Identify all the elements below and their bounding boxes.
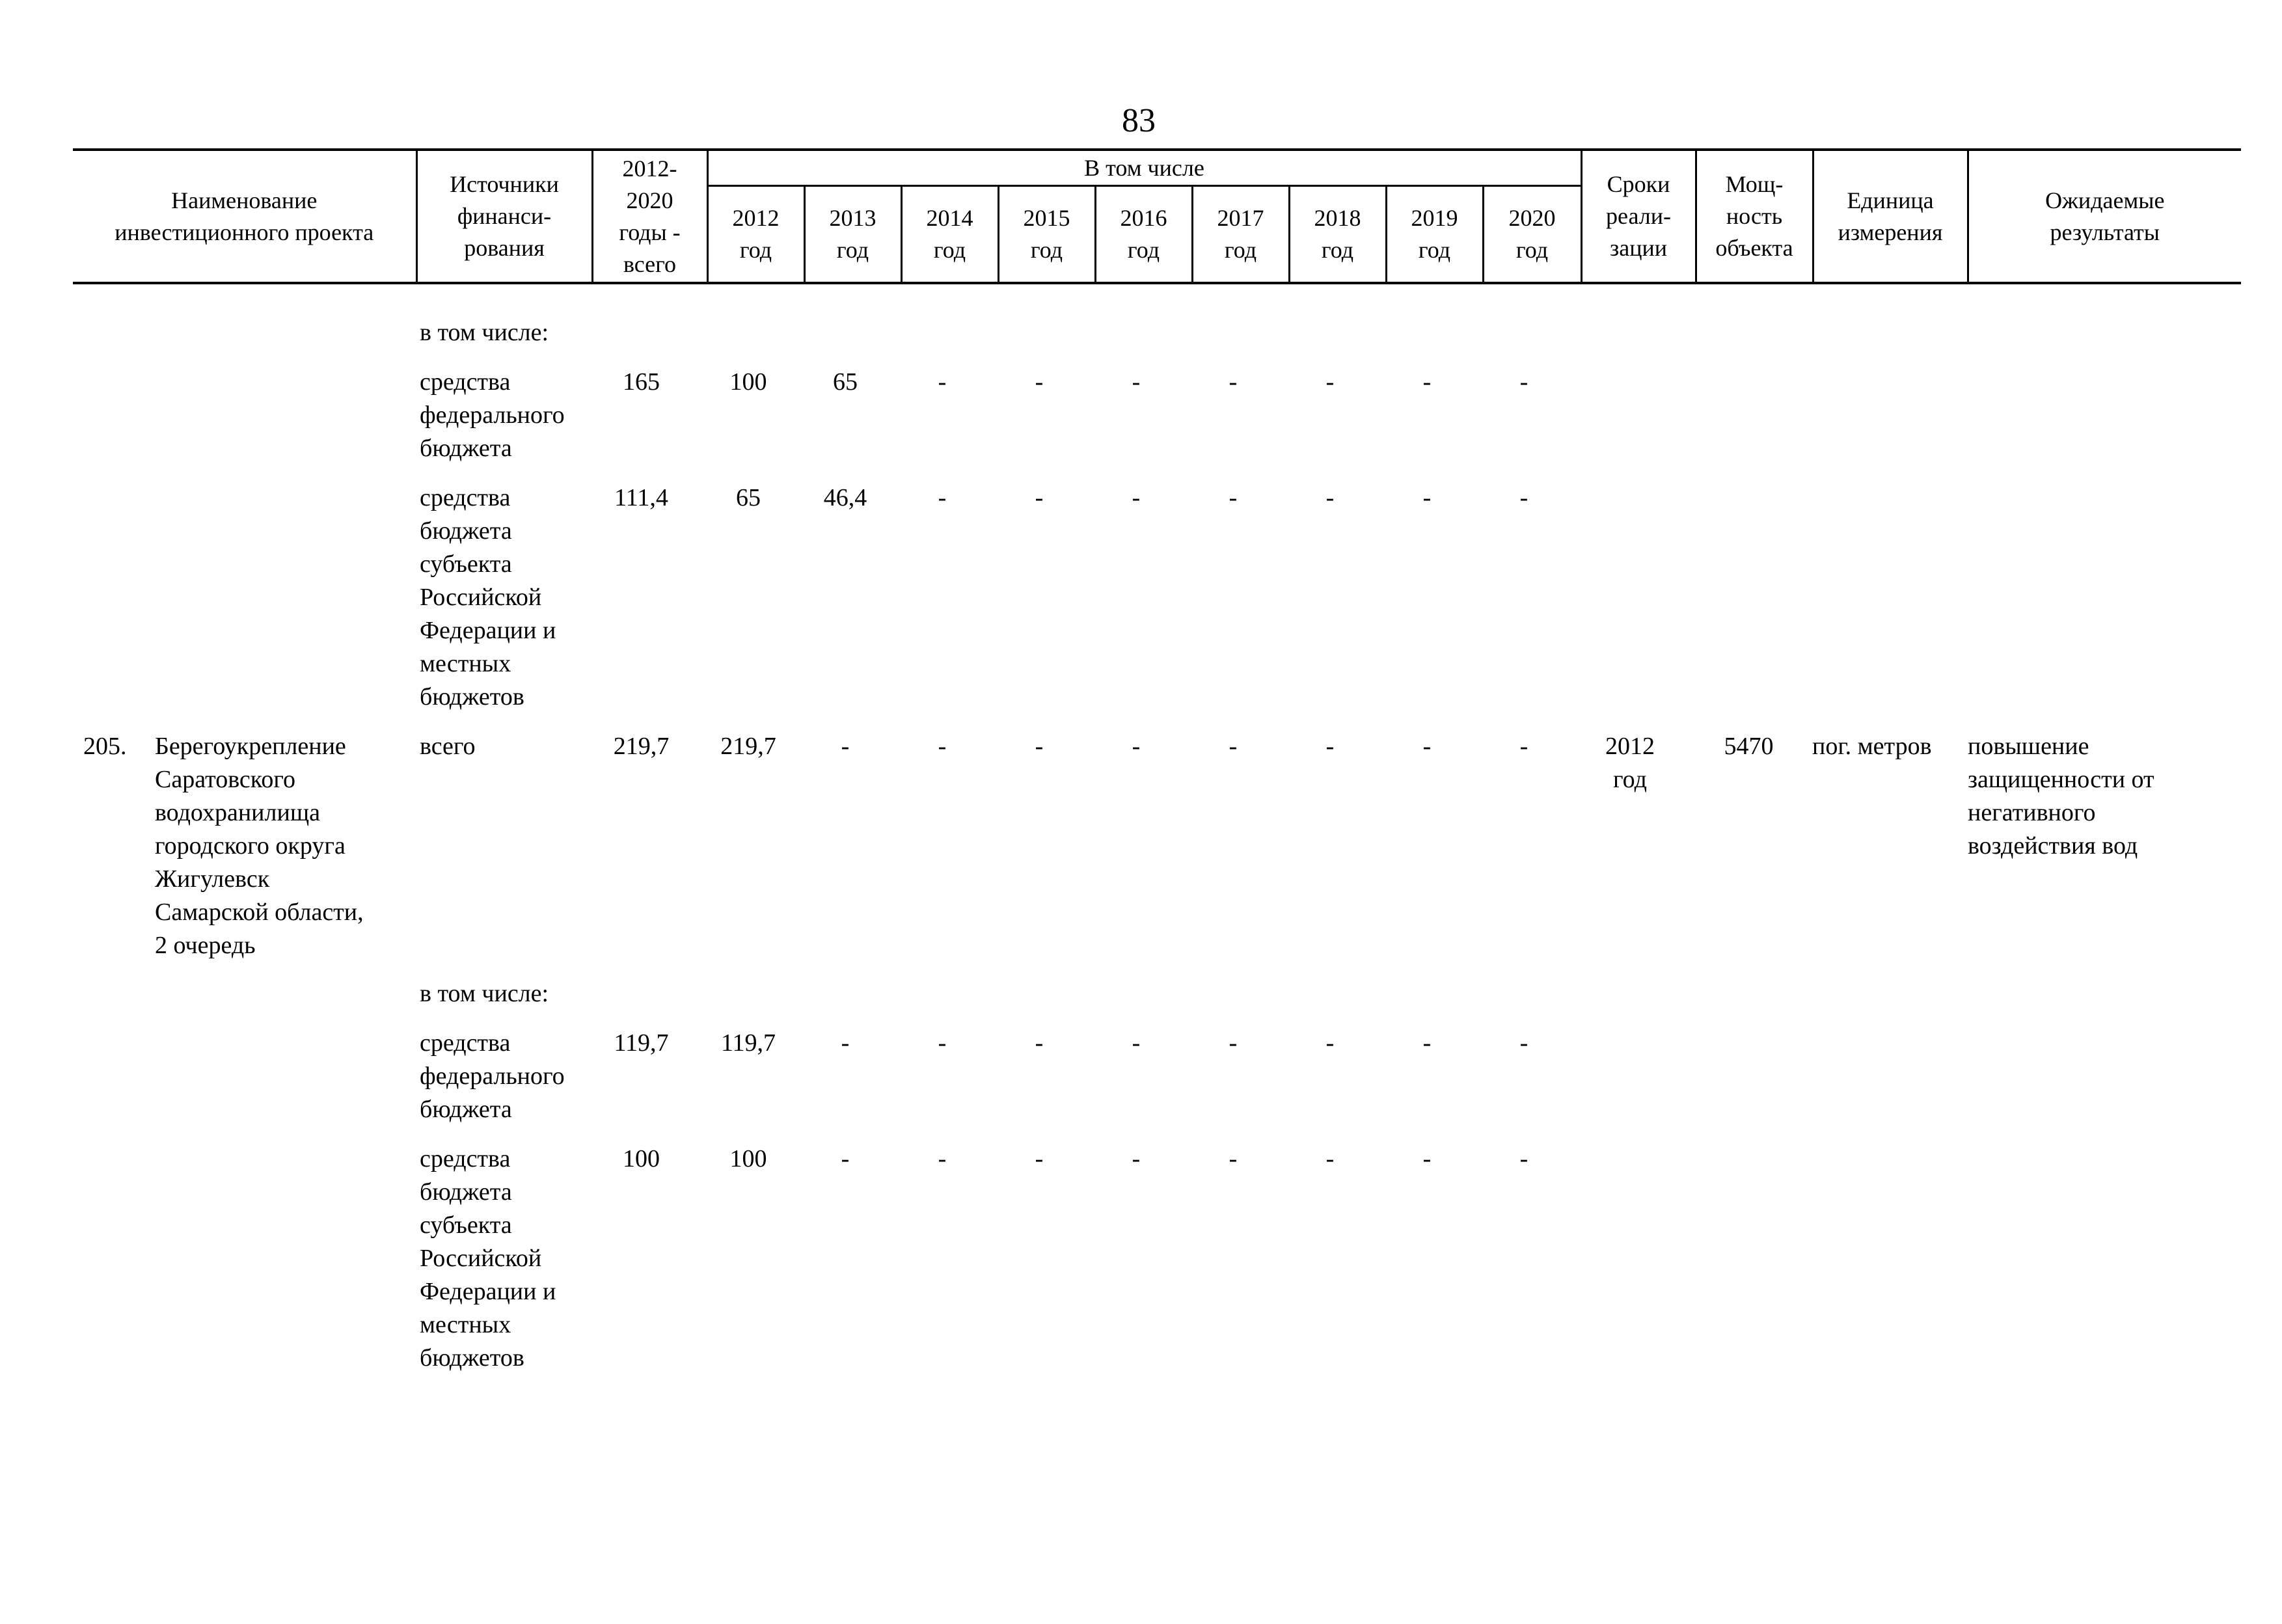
header-funding-source: Источники финанси- рования	[416, 150, 592, 283]
funding-source-label: средства бюджета субъекта Российской Федерации и местных бюджетов	[420, 1145, 556, 1372]
table-header	[73, 148, 2241, 284]
year-value: -	[938, 1029, 947, 1057]
year-value: -	[1132, 733, 1141, 760]
header-year-2017: 2017 год	[1192, 186, 1289, 284]
total-value: 219,7	[613, 733, 670, 760]
year-value: -	[1519, 484, 1528, 511]
total-value: 165	[623, 368, 660, 396]
year-value: -	[938, 368, 947, 396]
year-value: -	[1229, 1145, 1238, 1172]
year-value: -	[1035, 733, 1044, 760]
year-value: -	[1035, 1029, 1044, 1057]
year-value: -	[1519, 1029, 1528, 1057]
year-value: -	[1229, 733, 1238, 760]
funding-source-label: средства федерального бюджета	[420, 368, 565, 462]
year-value: 119,7	[720, 1029, 776, 1057]
header-year-2012: 2012 год	[707, 186, 804, 284]
including-label: в том числе:	[420, 319, 549, 346]
year-value: -	[938, 733, 947, 760]
year-value: -	[1035, 484, 1044, 511]
total-value: 111,4	[614, 484, 668, 511]
year-value: -	[1325, 733, 1335, 760]
year-value: -	[1132, 368, 1141, 396]
year-value: 65	[736, 484, 761, 511]
year-value: -	[1422, 484, 1432, 511]
header-year-2015: 2015 год	[998, 186, 1095, 284]
year-value: -	[841, 733, 850, 760]
header-total: 2012- 2020 годы - всего	[592, 150, 707, 283]
header-year-2013: 2013 год	[804, 186, 901, 284]
project-name: Берегоукрепление Саратовского водохранилища городского округа Жигулевск Самарской области, 2 очередь	[155, 733, 364, 959]
year-value: 100	[729, 368, 767, 396]
year-value: -	[1035, 1145, 1044, 1172]
header-project-name: Наименование инвестиционного проекта	[73, 150, 416, 283]
header-year-2019: 2019 год	[1386, 186, 1483, 284]
year-value: 100	[729, 1145, 767, 1172]
year-value: -	[1422, 368, 1432, 396]
unit-value: пог. метров	[1812, 733, 1932, 760]
page-number: 83	[1122, 102, 1156, 139]
year-value: -	[1325, 368, 1335, 396]
header-capacity: Мощ- ность объекта	[1696, 150, 1813, 283]
year-value: -	[938, 1145, 947, 1172]
funding-source-label: всего	[420, 733, 476, 760]
year-value: -	[1229, 484, 1238, 511]
header-terms: Сроки реали- зации	[1581, 150, 1696, 283]
year-value: -	[841, 1029, 850, 1057]
year-value: -	[1519, 368, 1528, 396]
year-value: -	[1132, 1029, 1141, 1057]
year-value: -	[1229, 368, 1238, 396]
including-label: в том числе:	[420, 980, 549, 1007]
header-year-2016: 2016 год	[1095, 186, 1192, 284]
capacity-value: 5470	[1724, 733, 1774, 760]
year-value: -	[1132, 1145, 1141, 1172]
year-value: -	[1519, 733, 1528, 760]
header-year-2018: 2018 год	[1289, 186, 1386, 284]
header-group-including: В том числе	[707, 150, 1581, 186]
year-value: -	[938, 484, 947, 511]
year-value: -	[1422, 1145, 1432, 1172]
expected-results: повышение защищенности от негативного воздействия вод	[1968, 733, 2154, 859]
header-results: Ожидаемые результаты	[1968, 150, 2241, 283]
header-year-2014: 2014 год	[901, 186, 998, 284]
year-value: -	[1519, 1145, 1528, 1172]
funding-source-label: средства федерального бюджета	[420, 1029, 565, 1123]
header-year-2020: 2020 год	[1483, 186, 1581, 284]
funding-source-label: средства бюджета субъекта Российской Федерации и местных бюджетов	[420, 484, 556, 710]
project-number: 205.	[83, 733, 127, 760]
total-value: 100	[623, 1145, 660, 1172]
total-value: 119,7	[614, 1029, 669, 1057]
year-value: 65	[833, 368, 858, 396]
year-value: 219,7	[720, 733, 776, 760]
year-value: -	[1229, 1029, 1238, 1057]
year-value: -	[1325, 1145, 1335, 1172]
year-value: -	[1422, 733, 1432, 760]
year-value: -	[841, 1145, 850, 1172]
implementation-terms: 2012 год	[1605, 733, 1655, 793]
year-value: -	[1325, 484, 1335, 511]
year-value: -	[1035, 368, 1044, 396]
year-value: 46,4	[823, 484, 867, 511]
year-value: -	[1422, 1029, 1432, 1057]
year-value: -	[1132, 484, 1141, 511]
year-value: -	[1325, 1029, 1335, 1057]
header-unit: Единица измерения	[1813, 150, 1968, 283]
